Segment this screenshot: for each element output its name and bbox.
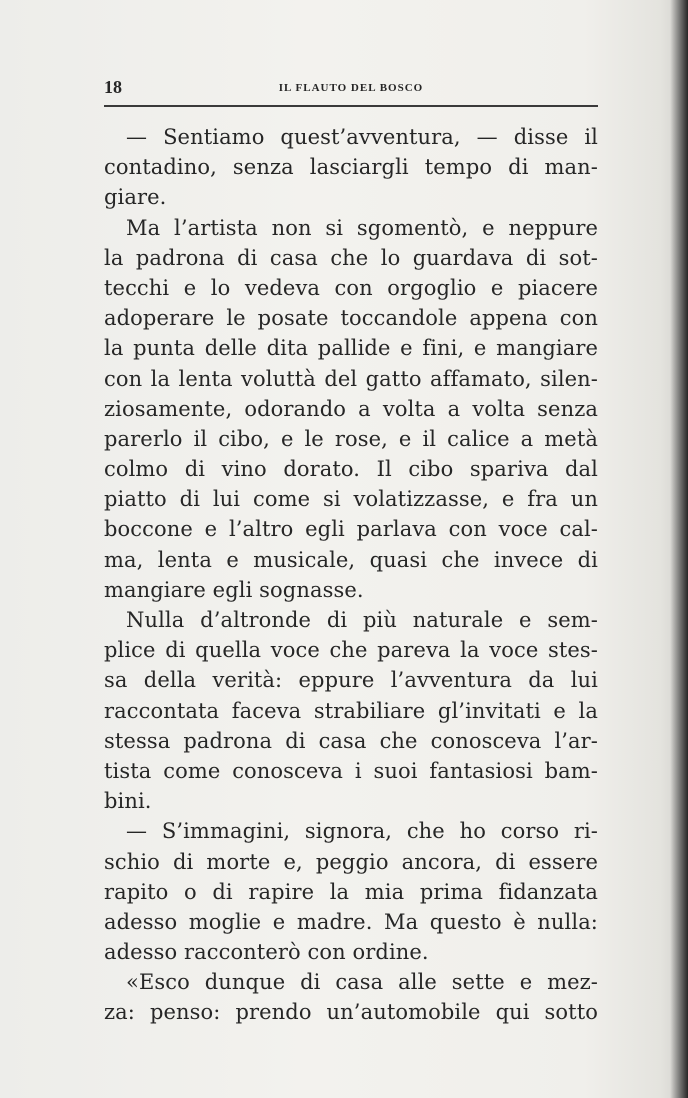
text-line: piatto di lui come si volatizzasse, e fra un bbox=[104, 487, 598, 512]
text-line: contadino, senza lasciargli tempo di man- bbox=[104, 155, 598, 180]
text-line: stessa padrona di casa che conosceva l’ar- bbox=[104, 728, 598, 753]
text-line: — Sentiamo quest’avventura, — disse il bbox=[126, 125, 598, 149]
text-line: schio di morte e, peggio ancora, di essere bbox=[104, 849, 598, 874]
text-line: — S’immagini, signora, che ho corso ri- bbox=[126, 819, 598, 844]
text-line: colmo di vino dorato. Il cibo spariva dal bbox=[104, 457, 598, 482]
page-number: 18 bbox=[104, 77, 122, 97]
text-line: raccontata faceva strabiliare gl’invitati e la bbox=[104, 698, 598, 723]
text-line: adesso racconterò con ordine. bbox=[104, 940, 429, 965]
text-line: ma, lenta e musicale, quasi che invece di bbox=[104, 547, 598, 572]
text-line: tista come conosceva i suoi fantasiosi bam- bbox=[104, 758, 598, 783]
text-line: mangiare egli sognasse. bbox=[104, 577, 364, 602]
text-line: bini. bbox=[104, 789, 152, 814]
text-line: parerlo il cibo, e le rose, e il calice a metà bbox=[104, 426, 598, 451]
text-line: ziosamente, odorando a volta a volta senza bbox=[104, 396, 598, 421]
text-line: la padrona di casa che lo guardava di sot- bbox=[104, 245, 598, 270]
text-line: giare. bbox=[104, 185, 167, 210]
text-line: Ma l’artista non si sgomentò, e neppure bbox=[126, 215, 598, 240]
page-edge-shadow bbox=[670, 0, 688, 1098]
text-line: «Esco dunque di casa alle sette e mez- bbox=[126, 970, 598, 995]
body-text bbox=[104, 122, 598, 1028]
header-rule bbox=[104, 105, 598, 107]
text-line: Nulla d’altronde di più naturale e sem- bbox=[126, 608, 598, 632]
text-line: adesso moglie e madre. Ma questo è nulla: bbox=[104, 909, 598, 934]
text-line: boccone e l’altro egli parlava con voce cal- bbox=[104, 517, 598, 542]
text-line: sa della verità: eppure l’avventura da lui bbox=[104, 668, 598, 693]
running-title: IL FLAUTO DEL BOSCO bbox=[278, 82, 424, 94]
text-line: za: penso: prendo un’automobile qui sotto bbox=[104, 1000, 598, 1025]
text-line: con la lenta voluttà del gatto affamato, silen- bbox=[104, 366, 598, 391]
text-line: plice di quella voce che pareva la voce stes- bbox=[104, 638, 598, 663]
text-line: tecchi e lo vedeva con orgoglio e piacere bbox=[104, 275, 598, 300]
text-line: la punta delle dita pallide e fini, e mangiare bbox=[104, 336, 598, 361]
page-header bbox=[104, 74, 598, 102]
text-line: adoperare le posate toccandole appena con bbox=[104, 306, 598, 331]
text-line: rapito o di rapire la mia prima fidanzata bbox=[104, 879, 598, 904]
